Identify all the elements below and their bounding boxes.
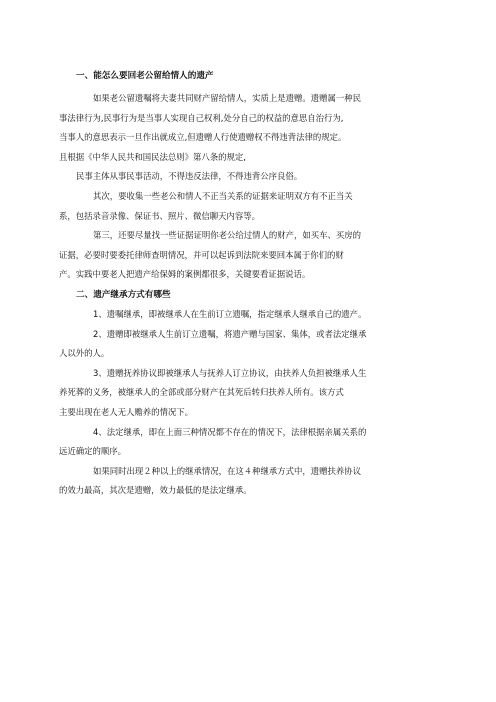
text-line: 系，包括录音录像、保证书、照片、微信聊天内容等。 — [59, 210, 260, 221]
text-line: 主要出现在老人无人赡养的情况下。 — [59, 406, 193, 417]
text-line: 其次，要收集一些老公和情人不正当关系的证据来证明双方有不正当关 — [93, 190, 353, 201]
list-item — [59, 325, 436, 364]
paragraph: 民事主体从事民事活动，不得违反法律，不得违背公序良俗。 — [76, 171, 303, 182]
text-line: 养死葬的义务，被继承人的全部或部分财产在其死后转归扶养人所有。该方式 — [59, 387, 344, 398]
paragraph — [59, 187, 436, 226]
text-line: 如果老公留遗嘱将夫妻共同财产留给情人，实质上是遗赠。遗赠属一种民 — [93, 93, 361, 103]
section-heading: 二、遗产继承方式有哪些 — [76, 289, 171, 300]
text-line: 产。实践中要老人把遗产给保姆的案例都很多，关键要看证据说话。 — [59, 269, 311, 280]
text-line: 3、遗赠抚养协议即被继承人与抚养人订立协议，由扶养人负担被继承人生 — [93, 367, 367, 378]
text-line: 且根据《中华人民共和国民法总则》第八条的规定, — [59, 151, 246, 162]
section-heading: 一、能怎么要回老公留给情人的遗产 — [76, 71, 214, 81]
paragraph — [59, 462, 436, 501]
text-line: 当事人的意思表示一旦作出就成立,但遗赠人行使遗赠权不得违背法律的规定。 — [59, 132, 347, 143]
text-line: 第三，还要尽量找一些证据证明你老公给过情人的财产，如买车、买房的 — [93, 230, 361, 241]
text-line: 人以外的人。 — [59, 348, 110, 359]
text-line: 4、法定继承，即在上面三种情况都不存在的情况下，法律根据亲属关系的 — [93, 426, 367, 437]
list-item — [59, 423, 436, 462]
text-line: 事法律行为,民事行为是当事人实现自己权利,处分自己的权益的意思自治行为, — [59, 112, 344, 123]
list-item — [59, 364, 436, 423]
list-item: 1、遗嘱继承，即被继承人在生前订立遗嘱，指定继承人继承自己的遗产。 — [93, 308, 367, 319]
text-line: 如果同时出现２种以上的继承情况，在这４种继承方式中，遗赠扶养协议 — [93, 465, 361, 476]
text-line: 证据，必要时要委托律师查明情况，并可以起诉到法院来要回本属于你们的财 — [59, 249, 344, 260]
text-line: 的效力最高，其次是遗赠，效力最低的是法定继承。 — [59, 485, 252, 496]
paragraph — [59, 89, 436, 167]
paragraph — [59, 226, 436, 285]
text-line: 远近确定的顺序。 — [59, 446, 126, 457]
document-body — [59, 66, 436, 501]
text-line: 2、遗赠即被继承人生前订立遗嘱，将遗产赠与国家、集体，或者法定继承 — [93, 328, 367, 339]
